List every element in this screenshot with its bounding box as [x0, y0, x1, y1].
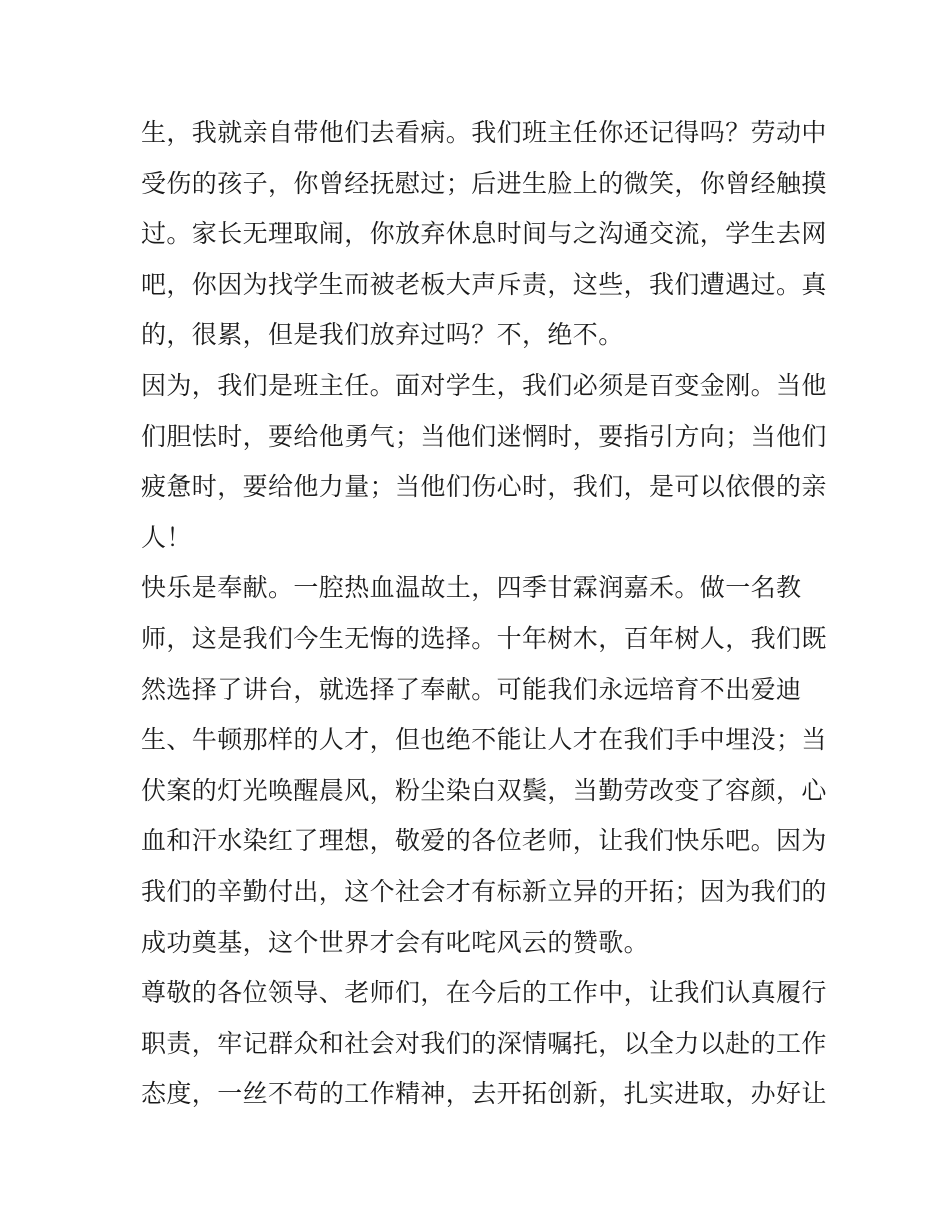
text-line: 然选择了讲台，就选择了奉献。可能我们永远培育不出爱迪 — [141, 674, 802, 704]
text-line: 吧，你因为找学生而被老板大声斥责，这些，我们遭遇过。真 — [141, 269, 827, 299]
text-line: 快乐是奉献。一腔热血温故土，四季甘霖润嘉禾。做一名教 — [141, 573, 802, 603]
text-line: 疲惫时，要给他力量；当他们伤心时，我们，是可以依偎的亲 — [141, 472, 827, 502]
text-line: 血和汗水染红了理想，敬爱的各位老师，让我们快乐吧。因为 — [141, 826, 827, 856]
text-line: 的，很累，但是我们放弃过吗？不，绝不。 — [141, 320, 624, 350]
text-line: 因为，我们是班主任。面对学生，我们必须是百变金刚。当他 — [141, 370, 827, 400]
text-line: 生，我就亲自带他们去看病。我们班主任你还记得吗？劳动中 — [141, 118, 827, 147]
text-line: 受伤的孩子，你曾经抚慰过；后进生脸上的微笑，你曾经触摸 — [141, 168, 827, 198]
text-line: 师，这是我们今生无悔的选择。十年树木，百年树人，我们既 — [141, 623, 827, 653]
document-body — [141, 108, 827, 1120]
text-line: 态度，一丝不苟的工作精神，去开拓创新，扎实进取，办好让 — [141, 1079, 827, 1109]
text-line: 生、牛顿那样的人才，但也绝不能让人才在我们手中埋没；当 — [141, 725, 827, 755]
text-line: 过。家长无理取闹，你放弃休息时间与之沟通交流，学生去网 — [141, 219, 827, 249]
text-line: 尊敬的各位领导、老师们，在今后的工作中，让我们认真履行 — [141, 978, 827, 1008]
text-line: 伏案的灯光唤醒晨风，粉尘染白双鬓，当勤劳改变了容颜，心 — [141, 775, 827, 805]
text-line: 人！ — [141, 522, 192, 552]
text-line: 成功奠基，这个世界才会有叱咤风云的赞歌。 — [141, 927, 650, 957]
text-line: 我们的辛勤付出，这个社会才有标新立异的开拓；因为我们的 — [141, 876, 827, 906]
text-line: 们胆怯时，要给他勇气；当他们迷惘时，要指引方向；当他们 — [141, 421, 827, 451]
text-line: 职责，牢记群众和社会对我们的深情嘱托，以全力以赴的工作 — [141, 1028, 827, 1058]
